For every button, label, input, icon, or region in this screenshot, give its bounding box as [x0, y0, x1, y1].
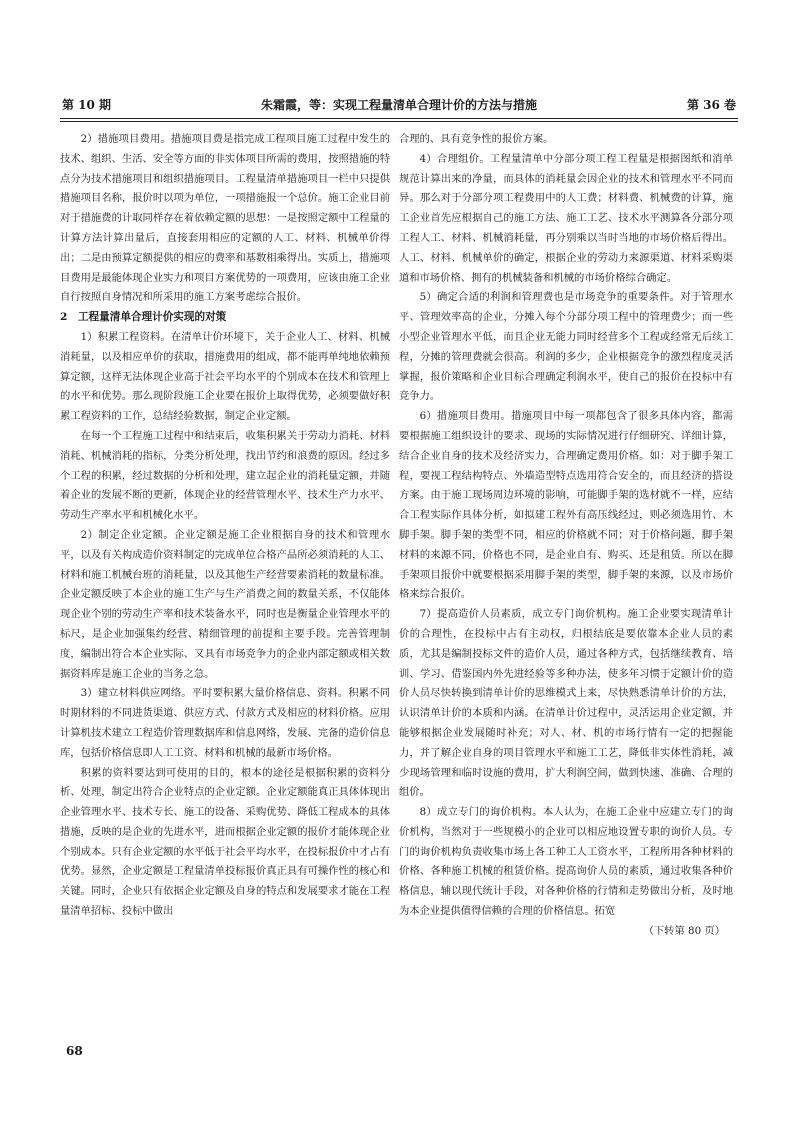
paragraph-accumulate-data: 1）积累工程资料。在清单计价环境下，关于企业人工、材料、机械消耗量，以及相应单价的获取，措施费用的组成，都不能再单纯地依赖预算定额，这样无法体现企业高于社会平均水平的个别成本在技术和管理上的水平和优势。那么现阶段施工企业要在报价上取得优势，必须要做好积累工程资料的工作，总结经验数据，制定企业定额。 — [60, 330, 390, 423]
paragraph-continued-text: 合理的、具有竞争性的报价方案。 — [399, 133, 554, 145]
paragraph-profit-management: 5）确定合适的利润和管理费也是市场竞争的重要条件。对于管理水平、管理效率高的企业，分摊入每个分部分项工程中的管理费少；而一些小型企业管理水平低，而且企业无能力同时经营多个工程或经常无后续工程，分摊的管理费就会很高。利润的多少，企业根据竞争的激烈程度灵活掌握，报价策略和企业目标合理确定利润水平，使自己的报价在投标中有竞争力。 — [399, 291, 733, 403]
volume-number: 第 36 卷 — [686, 98, 736, 112]
header-rule-top — [60, 118, 738, 119]
left-column — [60, 130, 390, 1070]
paragraph-data-usage: 积累的资料要达到可使用的目的，根本的途径是根据积累的资料分析、处理，制定出符合企业特点的企业定额。企业定额能真正具体体现出企业管理水平、技术专长、施工的设备、采购优势、降低工程成本的具体措施，反映的是企业的先进水平，进而根据企业定额的报价才能体现企业个别成本。只有企业定额的水平低于社会平均水平，在投标报价中才占有优势。显然，企业定额是工程量清单投标报价真正具有可操作性的核心和关键。同时，企业只有依据企业定额及自身的特点和发展要求才能在工程量清单招标、投标中做出 — [60, 766, 390, 918]
right-column — [399, 130, 733, 1070]
paragraph-staff-quality: 7）提高造价人员素质，成立专门询价机构。施工企业要实现清单计价的合理性，在投标中占有主动权，归根结底是要依靠本企业人员的素质，尤其是编制投标文件的造价人员，通过各种方式，包括继续教育、培训、学习、借鉴国内外先进经验等多种办法，使多年习惯于定额计价的造价人员尽快转换到清单计价的思维模式上来，尽快熟悉清单计价的方法，认识清单计价的本质和内涵。在清单计价过程中，灵活运用企业定额，并能够根据企业发展随时补充；对人、材、机的市场行情有一定的把握能力，并了解企业自身的项目管理水平和施工工艺，降低非实体性消耗，减少现场管理和临时设施的费用，扩大利润空间，做到快速、准确、合理的组价。 — [399, 608, 733, 799]
paragraph-supply-network: 3）建立材料供应网络。平时要积累大量价格信息、资料。积累不同时期材料的不同进货渠道、供应方式、付款方式及相应的材料价格。应用计算机技术建立工程造价管理数据库和信息网络，发展、完备的造价信息库，包括价格信息即人工工资、材料和机械的最新市场价格。 — [60, 687, 390, 759]
running-header — [60, 96, 738, 116]
paragraph-reasonable-pricing: 4）合理组价。工程量清单中分部分项工程工程量是根据图纸和消单规范计算出来的净量，而具体的消耗量会因企业的技术和管理水平不同而异。那么对于分部分项工程费用中的人工费；材料费、机械费的计算，施工企业首先应根据自己的施工方法、施工工艺、技术水平测算各分部分项工程人工、材料、机械消耗量，再分别乘以当时当地的市场价格后得出。人工、材料、机械单价的确定，根据企业的劳动力来源渠道、材料采购渠道和市场价格、拥有的机械装备和机械的市场价格综合确定。 — [399, 152, 733, 284]
paragraph-inquiry-agency: 8）成立专门的询价机构。本人认为，在施工企业中应建立专门的询价机构，当然对于一些规模小的企业可以相应地设置专职的询价人员。专门的询价机构负责收集市场上各工种工人工资水平，工程所用各种材料的价格、各种施工机械的租赁价格。提高询价人员的素质，通过收集各种价格信息，辅以现代统计手段，对各种价格的行情和走势做出分析，及时地为本企业提供值得信赖的合理的价格信息。拓宽 — [399, 806, 733, 918]
header-rule-bottom — [60, 121, 738, 122]
page-number: 68 — [66, 1044, 83, 1058]
paragraph-enterprise-quota: 2）制定企业定额。企业定额是施工企业根据自身的技术和管理水平，以及有关构成造价资料制定的完成单位合格产品所必须消耗的人工、材料和施工机械台班的消耗量，以及其他生产经营要素消耗的数量标准。企业定额反映了本企业的施工生产与生产消费之间的数量关系，不仅能体现企业个别的劳动生产率和技术装备水平，同时也是衡量企业管理水平的标尺，是企业加强集约经营、精细管理的前提和主要手段。完善管理制度，编制出符合本企业实际、又具有市场竞争力的企业内部定额或相关数据资料库是施工企业的当务之急。 — [60, 528, 390, 680]
continued-note: （下转第 80 页） — [643, 924, 725, 937]
paragraph-consumption-records: 在每一个工程施工过程中和结束后，收集积累关于劳动力消耗、材料消耗、机械消耗的指标，分类分析处理，找出节约和浪费的原因。经过多个工程的积累，经过数据的分析和处理，建立起企业的消耗量定额，并随着企业的发展不断的更新，体现企业的经营管理水平、技术生产力水平、劳动生产率水平和机械化水平。 — [60, 429, 390, 522]
issue-number: 第 10 期 — [62, 98, 112, 112]
paragraph-measures-cost: 2）措施项目费用。措施项目费是指完成工程项目施工过程中发生的技术、组织、生活、安全等方面的非实体项目所需的费用，按照措施的特点分为技术措施项目和组织措施项目。工程量清单措施项目一栏中只提供措施项目名称，报价时以项为单位，一项措施报一个总价。施工企业目前对于措施费的计取同样存在着依赖定额的思想：一是按照定额中工程量的计算方法计算出量后，直接套用相应的定额的人工、材料、机械单价得出；二是由预算定额提供的相应的费率和基数相乘得出。实质上，措施项目费用是最能体现企业实力和项目方案优势的一项费用，应该由施工企业自行按照自身情况和所采用的施工方案考虑综合报价。 — [60, 133, 390, 304]
section-heading: 2 工程量清单合理计价实现的对策 — [60, 311, 227, 324]
article-running-title: 朱霜霞，等：实现工程量清单合理计价的方法与措施 — [260, 98, 537, 112]
paragraph-measures-items: 6）措施项目费用。措施项目中每一项都包含了很多具体内容，都需要根据施工组织设计的要求、现场的实际情况进行仔细研究、详细计算，结合企业自身的技术及经济实力，合理确定费用价格。如：对于脚手架工程，要视工程结构特点、外墙造型特点选用符合安全的，而且经济的搭设方案。由于施工现场周边环境的影响，可能脚手架的选材就不一样，应结合工程实际作具体分析，如拟建工程外有高压线经过，则必须选用竹、木脚手架。脚手架的类型不同，相应的价格就不同；对于价格问题，脚手架材料的来源不同，价格也不同，是企业自有、购买、还是租赁。所以在脚手架项目报价中就要根据采用脚手架的类型，脚手架的来源，以及市场价格来综合报价。 — [399, 410, 733, 601]
